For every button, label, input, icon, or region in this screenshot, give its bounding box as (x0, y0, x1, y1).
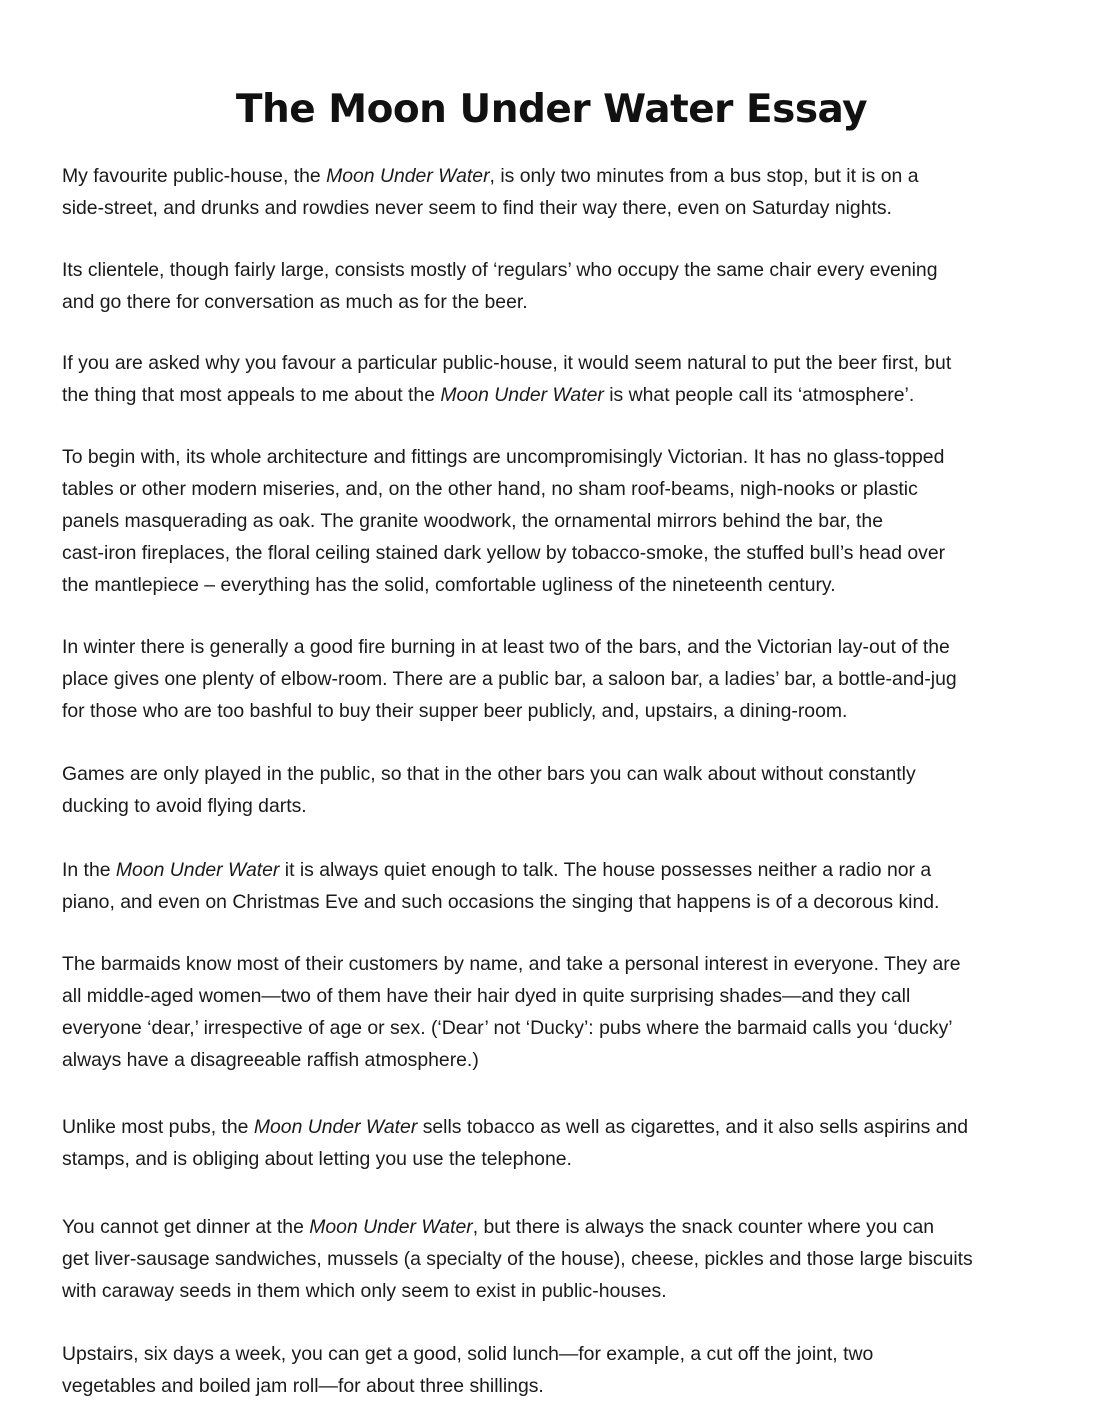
paragraph-line: get liver-sausage sandwiches, mussels (a specialty of the house), cheese, pickles and those large biscuits (62, 1248, 973, 1270)
paragraph-9 (62, 1111, 1052, 1175)
paragraph-line: side-street, and drunks and rowdies never seem to find their way there, even on Saturday nights. (62, 197, 892, 219)
paragraph-line: all middle-aged women—two of them have their hair dyed in quite surprising shades—and they call (62, 985, 911, 1007)
paragraph-line: In winter there is generally a good fire burning in at least two of the bars, and the Victorian lay-out of the (62, 636, 950, 658)
paragraph-line: Upstairs, six days a week, you can get a good, solid lunch—for example, a cut off the joint, two (62, 1343, 874, 1365)
italic-title: Moon Under Water (309, 1216, 473, 1238)
paragraph-line: If you are asked why you favour a particular public-house, it would seem natural to put the beer first, but (62, 352, 952, 374)
paragraph-line: with caraway seeds in them which only seem to exist in public-houses. (62, 1280, 667, 1302)
paragraph-line: everyone ‘dear,’ irrespective of age or sex. (‘Dear’ not ‘Ducky’: pubs where the barmaid calls you ‘ducky’ (62, 1017, 953, 1039)
paragraph-line: for those who are too bashful to buy their supper beer publicly, and, upstairs, a dining-room. (62, 700, 848, 722)
paragraph-3 (62, 347, 1052, 411)
paragraph-2 (62, 254, 1052, 318)
paragraph-line: piano, and even on Christmas Eve and such occasions the singing that happens is of a decorous kind. (62, 891, 940, 913)
paragraph-line: You cannot get dinner at the Moon Under Water, but there is always the snack counter where you can (62, 1216, 935, 1238)
paragraph-8 (62, 948, 1052, 1076)
paragraph-5 (62, 631, 1052, 727)
paragraph-line: stamps, and is obliging about letting you use the telephone. (62, 1148, 572, 1170)
paragraph-line: the mantlepiece – everything has the solid, comfortable ugliness of the nineteenth century. (62, 574, 836, 596)
paragraph-7 (62, 854, 1052, 918)
paragraph-line: ducking to avoid flying darts. (62, 795, 307, 817)
paragraph-4 (62, 441, 1052, 601)
paragraph-line: The barmaids know most of their customers by name, and take a personal interest in everyone. They are (62, 953, 961, 975)
paragraph-line: Unlike most pubs, the Moon Under Water sells tobacco as well as cigarettes, and it also sells aspirins and (62, 1116, 969, 1138)
paragraph-line: always have a disagreeable raffish atmosphere.) (62, 1049, 479, 1071)
paragraph-line: the thing that most appeals to me about the Moon Under Water is what people call its ‘atmosphere’. (62, 384, 915, 406)
paragraph-line: cast-iron fireplaces, the floral ceiling stained dark yellow by tobacco-smoke, the stuffed bull’s head over (62, 542, 946, 564)
paragraph-line: To begin with, its whole architecture and fittings are uncompromisingly Victorian. It has no glass-topped (62, 446, 945, 468)
paragraph-6 (62, 758, 1052, 822)
paragraph-line: Games are only played in the public, so that in the other bars you can walk about without constantly (62, 763, 916, 785)
paragraph-line: place gives one plenty of elbow-room. There are a public bar, a saloon bar, a ladies’ bar, a bottle-and-jug (62, 668, 957, 690)
paragraph-1 (62, 160, 1052, 224)
document-title: The Moon Under Water Essay (235, 87, 868, 132)
paragraph-line: In the Moon Under Water it is always quiet enough to talk. The house possesses neither a radio nor a (62, 859, 932, 881)
paragraph-10 (62, 1211, 1052, 1307)
paragraph-line: tables or other modern miseries, and, on the other hand, no sham roof-beams, nigh-nooks or plastic (62, 478, 918, 500)
italic-title: Moon Under Water (440, 384, 604, 406)
italic-title: Moon Under Water (115, 859, 280, 881)
italic-title: Moon Under Water (253, 1116, 418, 1138)
paragraph-line: and go there for conversation as much as for the beer. (62, 291, 528, 313)
paragraph-line: My favourite public-house, the Moon Under Water, is only two minutes from a bus stop, but it is on a (62, 165, 919, 187)
paragraph-11 (62, 1338, 1052, 1402)
paragraph-line: Its clientele, though fairly large, consists mostly of ‘regulars’ who occupy the same chair every evening (62, 259, 938, 281)
paragraph-line: vegetables and boiled jam roll—for about three shillings. (62, 1375, 544, 1397)
italic-title: Moon Under Water (326, 165, 490, 187)
paragraph-line: panels masquerading as oak. The granite woodwork, the ornamental mirrors behind the bar, the (62, 510, 883, 532)
